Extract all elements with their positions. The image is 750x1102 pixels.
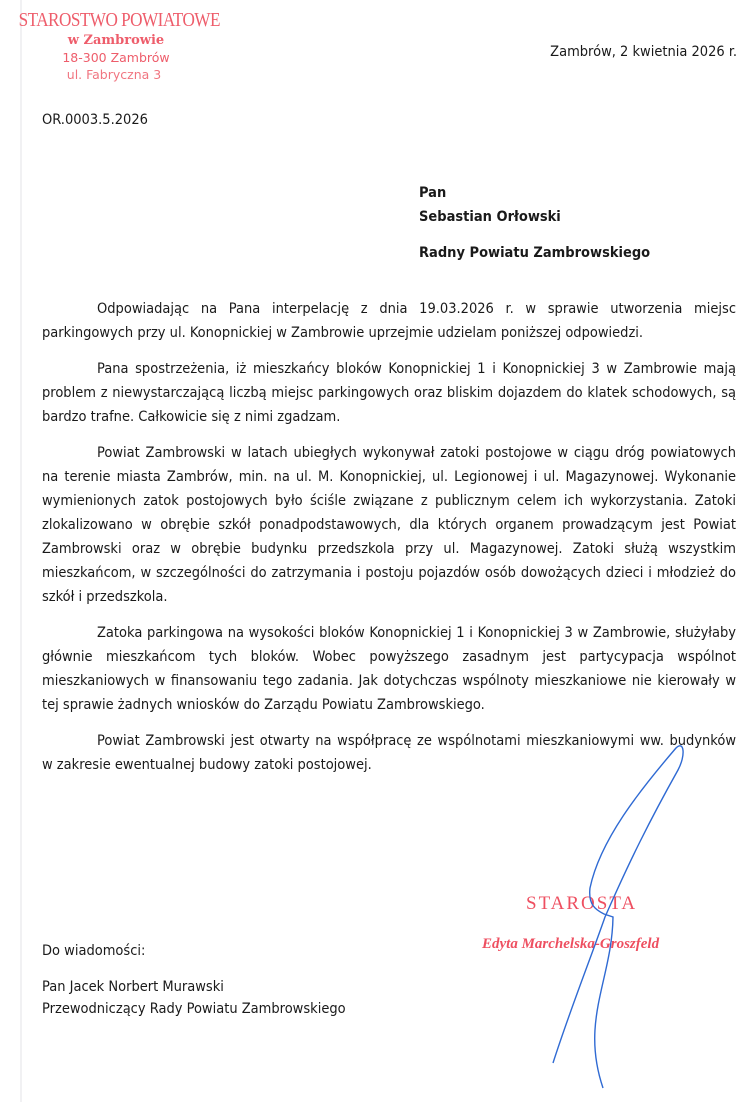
body-paragraph: Zatoka parkingowa na wysokości bloków Konopnickiej 1 i Konopnickiej 3 w Zambrowie, służyłaby głównie mieszkańcom tych bloków. Wobec powyższego zasadnym jest partycypacja wspólnot mieszkaniowych w finansowaniu tego zadania. Jak dotychczas wspólnoty mieszkaniowe nie kierowały w tej sprawie żadnych wniosków do Zarządu Powiatu Zambrowskiego.: [42, 625, 736, 713]
cc-title: Przewodniczący Rady Powiatu Zambrowskiego: [42, 1001, 346, 1017]
cc-name: Pan Jacek Norbert Murawski: [42, 979, 224, 995]
stamp-postal: 18-300 Zambrów: [62, 50, 170, 65]
stamp-street: ul. Fabryczna 3: [66, 67, 162, 82]
letter-body: [42, 297, 736, 789]
page-edge: [20, 0, 22, 1102]
body-paragraph: Odpowiadając na Pana interpelację z dnia 19.03.2026 r. w sprawie utworzenia miejsc parkingowych przy ul. Konopnickiej w Zambrowie uprzejmie udzielam poniższej odpowiedzi.: [42, 301, 736, 341]
cc-label: Do wiadomości:: [42, 943, 146, 959]
office-stamp: [6, 10, 220, 83]
body-paragraph: Powiat Zambrowski jest otwarty na współpracę ze wspólnotami mieszkaniowymi ww. budynków w zakresie ewentualnej budowy zatoki postojowej.: [42, 733, 736, 773]
signatory-title: STAROSTA: [526, 893, 638, 914]
addressee-title: Radny Powiatu Zambrowskiego: [419, 245, 651, 261]
body-paragraph: Pana spostrzeżenia, iż mieszkańcy bloków Konopnickiej 1 i Konopnickiej 3 w Zambrowie mają problem z niewystarczającą liczbą miejsc parkingowych oraz bliskim dojazdem do klatek schodowych, są bardzo trafne. Całkowicie się z nimi zgadzam.: [42, 361, 736, 425]
body-paragraph: Powiat Zambrowski w latach ubiegłych wykonywał zatoki postojowe w ciągu dróg powiatowych na terenie miasta Zambrów, min. na ul. M. Konopnickiej, ul. Legionowej i ul. Magazynowej. Wykonanie wymienionych zatok postojowych było ściśle związane z publicznym celem ich wykorzystania. Zatoki zlokalizowano w obrębie szkół ponadpodstawowych, dla których organem prowadzącym jest Powiat Zambrowski oraz w obrębie budynku przedszkola przy ul. Magazynowej. Zatoki służą wszystkim mieszkańcom, w szczególności do zatrzymania i postoju pojazdów osób dowożących dzieci i młodzież do szkół i przedszkola.: [42, 445, 736, 605]
addressee-name: Sebastian Orłowski: [419, 209, 561, 225]
cc-block: [42, 940, 346, 1020]
letter-date: Zambrów, 2 kwietnia 2026 r.: [550, 44, 737, 60]
stamp-town: w Zambrowie: [67, 33, 165, 48]
reference-number: OR.0003.5.2026: [42, 112, 148, 128]
addressee-salutation: Pan: [419, 185, 447, 201]
addressee-block: [419, 181, 650, 265]
signatory-name: Edyta Marchelska-Groszfeld: [482, 936, 660, 952]
signature-stroke: [553, 746, 683, 1088]
stamp-office-name: STAROSTWO POWIATOWE: [18, 10, 220, 31]
